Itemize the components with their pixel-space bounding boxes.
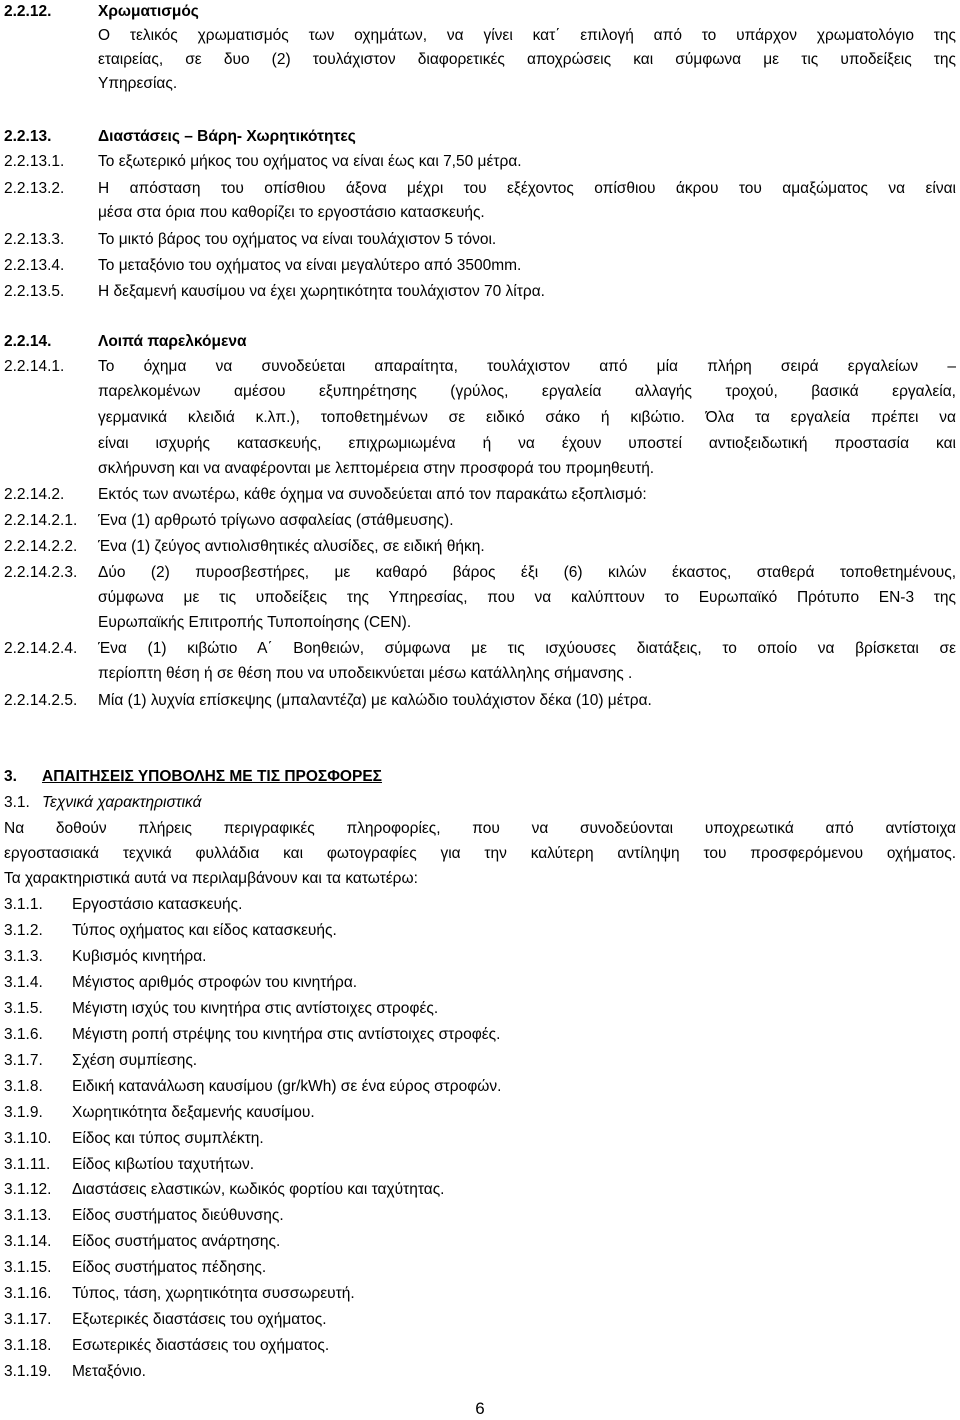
list-item xyxy=(0,509,960,533)
list-item xyxy=(0,228,960,252)
list-item xyxy=(0,561,960,585)
section-heading xyxy=(0,330,960,354)
paragraph-text: Ο τελικός χρωματισμός των οχημάτων, να γίνει κατ΄ επιλογή από το υπάρχον χρωματολόγιο της xyxy=(98,27,956,44)
paragraph-line xyxy=(0,24,960,48)
list-item xyxy=(0,1230,960,1254)
list-item xyxy=(0,637,960,661)
item-text: Τύπος οχήματος και είδος κατασκευής. xyxy=(72,922,337,939)
list-item xyxy=(0,971,960,995)
item-text: Ειδική κατανάλωση καυσίμου (gr/kWh) σε ένα εύρος στροφών. xyxy=(72,1078,502,1095)
list-item xyxy=(0,355,960,379)
list-item-continuation xyxy=(0,586,960,610)
item-number: 3.1.14. xyxy=(4,1233,52,1250)
item-number: 3.1.4. xyxy=(4,974,43,991)
item-number: 2.2.14.2.2. xyxy=(4,538,78,555)
item-number: 3.1.6. xyxy=(4,1026,43,1043)
list-item xyxy=(0,1308,960,1332)
item-number: 3.1.5. xyxy=(4,1000,43,1017)
item-text: Είδος συστήματος διεύθυνσης. xyxy=(72,1207,284,1224)
section-heading xyxy=(0,765,960,789)
list-item xyxy=(0,1023,960,1047)
list-item xyxy=(0,919,960,943)
list-item xyxy=(0,254,960,278)
item-text: Μέγιστη ροπή στρέψης του κινητήρα στις αντίστοιχες στροφές. xyxy=(72,1026,501,1043)
section-number: 3. xyxy=(4,768,17,785)
item-text: Μία (1) λυχνία επίσκεψης (μπαλαντέζα) με καλώδιο τουλάχιστον δέκα (10) μέτρα. xyxy=(98,692,652,709)
item-number: 3.1.11. xyxy=(4,1156,51,1173)
section-heading xyxy=(0,125,960,149)
list-item xyxy=(0,893,960,917)
item-text: παρελκομένων αμέσου εξυπηρέτησης (γρύλος, εργαλεία αλλαγής τροχού, βασικά εργαλεία, xyxy=(98,383,956,400)
item-text: Η απόσταση του οπίσθιου άξονα μέχρι του εξέχοντος οπίσθιου άκρου του αμαξώματος να είναι xyxy=(98,180,956,197)
section-number: 2.2.13. xyxy=(4,128,52,145)
item-text: Διαστάσεις ελαστικών, κωδικός φορτίου και ταχύτητας. xyxy=(72,1181,445,1198)
list-item xyxy=(0,483,960,507)
item-text: Εξωτερικές διαστάσεις του οχήματος. xyxy=(72,1311,327,1328)
list-item xyxy=(0,177,960,201)
item-text: Δύο (2) πυροσβεστήρες, με καθαρό βάρος έξι (6) κιλών έκαστος, σταθερά τοποθετημένους, xyxy=(98,564,956,581)
list-item xyxy=(0,535,960,559)
item-text: Το εξωτερικό μήκος του οχήματος να είναι έως και 7,50 μέτρα. xyxy=(98,153,522,170)
item-number: 2.2.13.3. xyxy=(4,231,65,248)
item-text: Είδος συστήματος ανάρτησης. xyxy=(72,1233,281,1250)
item-text: Ένα (1) ζεύγος αντιολισθητικές αλυσίδες, σε ειδική θήκη. xyxy=(98,538,485,555)
item-number: 3.1.16. xyxy=(4,1285,52,1302)
subsection-title: Τεχνικά χαρακτηριστικά xyxy=(42,794,202,811)
list-item-continuation xyxy=(0,457,960,481)
list-item-continuation xyxy=(0,432,960,456)
paragraph-line xyxy=(0,48,960,72)
paragraph-text: εταιρείας, σε δυο (2) τουλάχιστον διαφορετικές αποχρώσεις και σύμφωνα με τις υποδείξεις της xyxy=(98,51,956,68)
item-number: 2.2.14.1. xyxy=(4,358,65,375)
subsection-number: 3.1. xyxy=(4,794,30,811)
item-text: Εργοστάσιο κατασκευής. xyxy=(72,896,243,913)
item-number: 2.2.14.2.5. xyxy=(4,692,78,709)
list-item-continuation xyxy=(0,380,960,404)
item-number: 3.1.1. xyxy=(4,896,43,913)
item-text: γερμανικά κλειδιά κ.λπ.), τοποθετημένων σε ειδικό σάκο ή κιβώτιο. Όλα τα εργαλεία πρέπει να xyxy=(98,409,956,426)
list-item xyxy=(0,1204,960,1228)
item-number: 2.2.14.2. xyxy=(4,486,65,503)
item-number: 3.1.10. xyxy=(4,1130,52,1147)
item-number: 3.1.13. xyxy=(4,1207,52,1224)
item-text: Το όχημα να συνοδεύεται απαραίτητα, τουλάχιστον από μία πλήρη σειρά εργαλείων – xyxy=(98,358,956,375)
item-text: Ένα (1) αρθρωτό τρίγωνο ασφαλείας (στάθμευσης). xyxy=(98,512,454,529)
item-number: 3.1.3. xyxy=(4,948,43,965)
item-number: 3.1.17. xyxy=(4,1311,52,1328)
page-number: 6 xyxy=(475,1399,485,1418)
item-number: 3.1.7. xyxy=(4,1052,43,1069)
item-text: Είδος και τύπος συμπλέκτη. xyxy=(72,1130,264,1147)
item-text: Μέγιστος αριθμός στροφών του κινητήρα. xyxy=(72,974,358,991)
item-text: σκλήρυνση και να αναφέρονται με λεπτομέρεια στην προσφορά του προμηθευτή. xyxy=(98,460,655,477)
item-number: 2.2.13.5. xyxy=(4,283,65,300)
list-item xyxy=(0,1049,960,1073)
item-text: μέσα στα όρια που καθορίζει το εργοστάσιο κατασκευής. xyxy=(98,204,485,221)
item-text: Χωρητικότητα δεξαμενής καυσίμου. xyxy=(72,1104,315,1121)
item-text: σύμφωνα με τις υποδείξεις της Υπηρεσίας, που να καλύπτουν το Ευρωπαϊκό Πρότυπο ΕΝ-3 της xyxy=(98,589,956,606)
list-item xyxy=(0,150,960,174)
section-title: Διαστάσεις – Βάρη- Χωρητικότητες xyxy=(98,128,356,145)
item-number: 2.2.13.1. xyxy=(4,153,65,170)
section-title: Λοιπά παρελκόμενα xyxy=(98,333,247,350)
list-item xyxy=(0,1127,960,1151)
list-item-continuation xyxy=(0,611,960,635)
list-item xyxy=(0,689,960,713)
section-title: ΑΠΑΙΤΗΣΕΙΣ ΥΠΟΒΟΛΗΣ ΜΕ ΤΙΣ ΠΡΟΣΦΟΡΕΣ xyxy=(42,768,382,785)
item-text: Μέγιστη ισχύς του κινητήρα στις αντίστοιχες στροφές. xyxy=(72,1000,439,1017)
item-text: Η δεξαμενή καυσίμου να έχει χωρητικότητα τουλάχιστον 70 λίτρα. xyxy=(98,283,545,300)
item-number: 3.1.2. xyxy=(4,922,43,939)
list-item xyxy=(0,1256,960,1280)
item-number: 2.2.13.4. xyxy=(4,257,65,274)
item-text: Κυβισμός κινητήρα. xyxy=(72,948,207,965)
item-number: 3.1.12. xyxy=(4,1181,52,1198)
list-item xyxy=(0,1334,960,1358)
paragraph-text: Υπηρεσίας. xyxy=(98,75,178,92)
section-heading xyxy=(0,0,960,24)
list-item xyxy=(0,1178,960,1202)
item-text: είναι ισχυρής κατασκευής, επιχρωμιωμένα ή να έχουν υποστεί αντιοξειδωτική προστασία και xyxy=(98,435,956,452)
item-text: Εσωτερικές διαστάσεις του οχήματος. xyxy=(72,1337,330,1354)
item-text: Ένα (1) κιβώτιο Α΄ Βοηθειών, σύμφωνα με τις ισχύουσες διατάξεις, το οποίο να βρίσκεται σε xyxy=(98,640,956,657)
item-number: 3.1.18. xyxy=(4,1337,52,1354)
item-text: Είδος συστήματος πέδησης. xyxy=(72,1259,267,1276)
item-number: 2.2.13.2. xyxy=(4,180,65,197)
list-item-continuation xyxy=(0,662,960,686)
paragraph-text: Να δοθούν πλήρεις περιγραφικές πληροφορίες, που να συνοδεύονται υποχρεωτικά από αντίστοιχα xyxy=(4,820,956,837)
section-number: 2.2.14. xyxy=(4,333,52,350)
item-number: 2.2.14.2.4. xyxy=(4,640,78,657)
item-number: 2.2.14.2.1. xyxy=(4,512,78,529)
item-text: περίοπτη θέση ή σε θέση που να υποδεικνύεται μέσω κατάλληλης σήμανσης . xyxy=(98,665,633,682)
list-item xyxy=(0,1282,960,1306)
item-text: Μεταξόνιο. xyxy=(72,1363,146,1380)
item-number: 3.1.8. xyxy=(4,1078,43,1095)
list-item xyxy=(0,280,960,304)
item-text: Σχέση συμπίεσης. xyxy=(72,1052,198,1069)
item-text: Εκτός των ανωτέρω, κάθε όχημα να συνοδεύεται από τον παρακάτω εξοπλισμό: xyxy=(98,486,647,503)
paragraph-text: εργοστασιακά τεχνικά φυλλάδια και φωτογραφίες για την καλύτερη αντίληψη του προσφερόμενου οχήματος. xyxy=(4,845,956,862)
subsection-heading xyxy=(0,791,960,815)
list-item xyxy=(0,1153,960,1177)
item-text: Είδος κιβωτίου ταχυτήτων. xyxy=(72,1156,255,1173)
paragraph-line xyxy=(0,842,960,866)
list-item xyxy=(0,1360,960,1384)
item-text: Το μεταξόνιο του οχήματος να είναι μεγαλύτερο από 3500mm. xyxy=(98,257,522,274)
item-text: Τύπος, τάση, χωρητικότητα συσσωρευτή. xyxy=(72,1285,355,1302)
list-item-continuation xyxy=(0,406,960,430)
paragraph-line xyxy=(0,867,960,891)
item-text: Το μικτό βάρος του οχήματος να είναι τουλάχιστον 5 τόνοι. xyxy=(98,231,497,248)
paragraph-line xyxy=(0,817,960,841)
list-item-continuation xyxy=(0,201,960,225)
item-number: 2.2.14.2.3. xyxy=(4,564,78,581)
list-item xyxy=(0,1075,960,1099)
paragraph-line xyxy=(0,72,960,96)
item-number: 3.1.9. xyxy=(4,1104,43,1121)
item-number: 3.1.19. xyxy=(4,1363,52,1380)
item-text: Ευρωπαϊκής Επιτροπής Τυποποίησης (CEN). xyxy=(98,614,412,631)
list-item xyxy=(0,945,960,969)
paragraph-text: Τα χαρακτηριστικά αυτά να περιλαμβάνουν και τα κατωτέρω: xyxy=(4,870,418,887)
item-number: 3.1.15. xyxy=(4,1259,52,1276)
section-number: 2.2.12. xyxy=(4,3,52,20)
list-item xyxy=(0,997,960,1021)
section-title: Χρωματισμός xyxy=(98,3,199,20)
list-item xyxy=(0,1101,960,1125)
